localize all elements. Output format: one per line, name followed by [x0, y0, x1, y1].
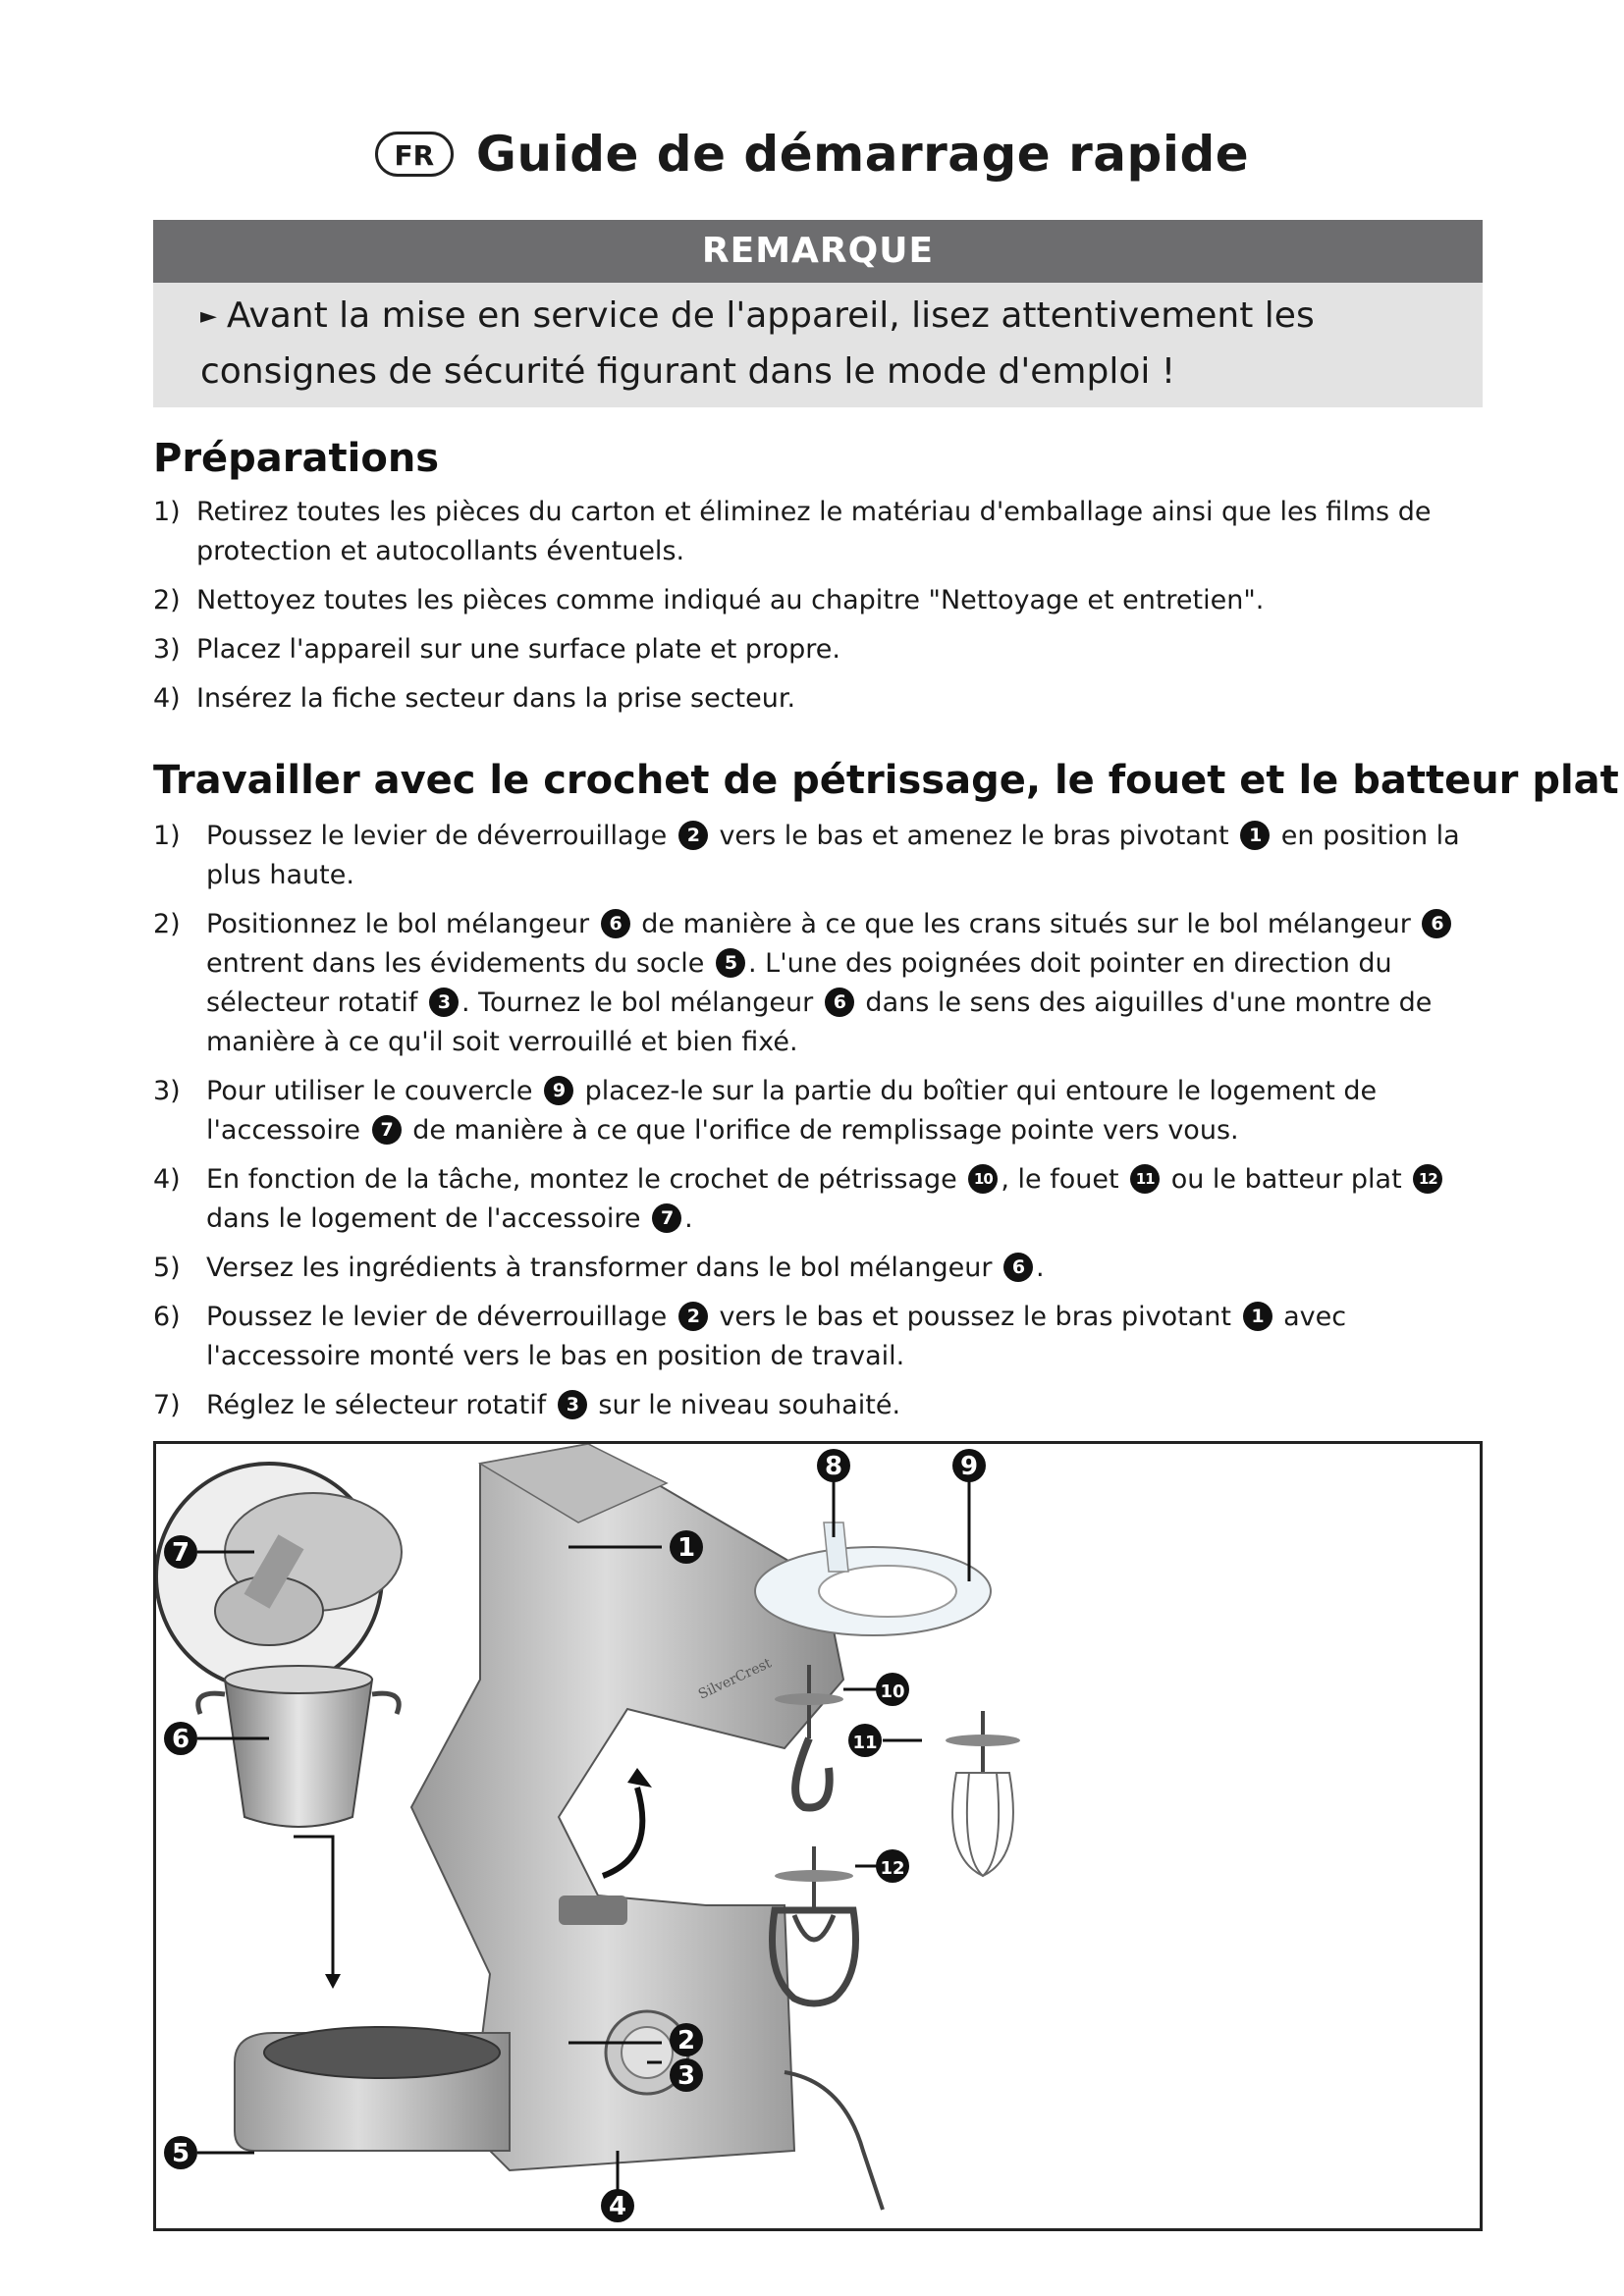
part-reference-badge: 3: [558, 1390, 587, 1419]
callout-2: [670, 2023, 703, 2056]
item-number: 2): [153, 585, 181, 615]
balloon-whisk: [946, 1711, 1020, 1876]
working-heading: Travailler avec le crochet de pétrissage, le fouet et le batteur plat: [153, 758, 1619, 803]
step-text: de manière à ce que l'orifice de remplissage pointe vers vous.: [404, 1115, 1239, 1146]
step-item: [153, 1298, 1483, 1376]
list-item: [153, 493, 1483, 571]
part-reference-badge: 11: [1130, 1164, 1160, 1194]
part-reference-badge: 10: [968, 1164, 998, 1194]
step-item: [153, 1160, 1483, 1239]
part-reference-badge: 7: [372, 1115, 402, 1145]
callout-4: [601, 2189, 634, 2222]
part-reference-badge: 6: [601, 909, 630, 938]
callout-3: [670, 2058, 703, 2092]
item-number: 1): [153, 497, 181, 527]
notice-heading: REMARQUE: [153, 220, 1483, 283]
working-steps-list: [153, 817, 1483, 1435]
callout-12: [876, 1849, 909, 1883]
svg-text:12: 12: [880, 1858, 905, 1879]
appliance-illustration: [156, 1444, 1480, 2228]
step-text: , le fouet: [1001, 1164, 1128, 1195]
callout-6: [164, 1722, 197, 1755]
step-text: placez-le sur la partie du boîtier qui entoure le logement de l'accessoire: [206, 1076, 1378, 1146]
list-item: [153, 630, 1483, 669]
item-number: 4): [153, 683, 181, 714]
language-badge: FR: [375, 132, 454, 177]
part-reference-badge: 5: [716, 948, 745, 978]
svg-text:3: 3: [677, 2061, 696, 2091]
list-item: [153, 581, 1483, 620]
part-reference-badge: 6: [1422, 909, 1451, 938]
part-reference-badge: 6: [825, 988, 854, 1017]
step-text: Versez les ingrédients à transformer dans le bol mélangeur: [206, 1253, 1001, 1283]
callout-9: [952, 1449, 986, 1482]
svg-text:8: 8: [824, 1452, 843, 1481]
step-number: 7): [153, 1390, 181, 1420]
preparations-list: [153, 493, 1483, 728]
svg-text:6: 6: [171, 1725, 190, 1754]
notice-body: [153, 283, 1483, 407]
item-number: 3): [153, 634, 181, 665]
svg-text:5: 5: [171, 2139, 190, 2168]
page-title: Guide de démarrage rapide: [475, 126, 1250, 183]
step-number: 2): [153, 909, 181, 939]
triangle-bullet-icon: ►: [200, 304, 217, 329]
callout-1: [670, 1530, 703, 1564]
splash-guard-lid: [755, 1522, 991, 1635]
callout-10: [876, 1673, 909, 1706]
part-reference-badge: 6: [1003, 1253, 1033, 1282]
part-reference-badge: 12: [1413, 1164, 1442, 1194]
notice-box: [153, 220, 1483, 407]
mixing-bowl: [198, 1666, 399, 1989]
power-cord: [785, 2072, 883, 2210]
item-text: Placez l'appareil sur une surface plate et propre.: [196, 634, 840, 665]
svg-text:1: 1: [677, 1533, 696, 1563]
unlock-lever: [559, 1896, 627, 1925]
step-text: entrent dans les évidements du socle: [206, 948, 713, 979]
item-text: Nettoyez toutes les pièces comme indiqué au chapitre "Nettoyage et entretien".: [196, 585, 1265, 615]
part-reference-badge: 1: [1240, 821, 1270, 850]
step-text: ou le batteur plat: [1163, 1164, 1411, 1195]
svg-text:9: 9: [959, 1452, 979, 1481]
callout-8: [817, 1449, 850, 1482]
item-text: Retirez toutes les pièces du carton et éliminez le matériau d'emballage ainsi que les films de protection et autocollants éventuels.: [196, 497, 1432, 566]
step-text: Poussez le levier de déverrouillage: [206, 821, 676, 851]
step-text: dans le logement de l'accessoire: [206, 1203, 650, 1234]
step-text: Pour utiliser le couvercle: [206, 1076, 542, 1106]
step-text: vers le bas et amenez le bras pivotant: [710, 821, 1238, 851]
step-text: .: [684, 1203, 693, 1234]
step-number: 6): [153, 1302, 181, 1332]
step-text: Réglez le sélecteur rotatif: [206, 1390, 555, 1420]
step-text: En fonction de la tâche, montez le crochet de pétrissage: [206, 1164, 966, 1195]
appliance-figure: [153, 1441, 1483, 2231]
step-text: .: [1036, 1253, 1045, 1283]
step-item: [153, 905, 1483, 1062]
item-text: Insérez la fiche secteur dans la prise secteur.: [196, 683, 796, 714]
step-number: 3): [153, 1076, 181, 1106]
step-number: 4): [153, 1164, 181, 1195]
step-item: [153, 1386, 1483, 1425]
svg-text:7: 7: [171, 1538, 190, 1568]
part-reference-badge: 7: [652, 1203, 681, 1233]
step-item: [153, 1249, 1483, 1288]
attachment-detail-inset: [156, 1464, 402, 1689]
part-reference-badge: 1: [1243, 1302, 1272, 1331]
preparations-heading: Préparations: [153, 436, 440, 481]
step-text: Poussez le levier de déverrouillage: [206, 1302, 676, 1332]
page-header: [0, 126, 1624, 183]
step-text: sur le niveau souhaité.: [589, 1390, 901, 1420]
step-text: Positionnez le bol mélangeur: [206, 909, 598, 939]
list-item: [153, 679, 1483, 719]
step-text: en position la plus haute.: [206, 821, 1460, 890]
step-text: avec l'accessoire monté vers le bas en position de travail.: [206, 1302, 1347, 1371]
callout-11: [848, 1724, 882, 1757]
step-text: dans le sens des aiguilles d'une montre de manière à ce qu'il soit verrouillé et bien fixé.: [206, 988, 1433, 1057]
step-item: [153, 1072, 1483, 1150]
step-text: . Tournez le bol mélangeur: [460, 988, 822, 1018]
callout-5: [164, 2136, 197, 2169]
notice-text: Avant la mise en service de l'appareil, lisez attentivement les consignes de sécurité figurant dans le mode d'emploi !: [200, 295, 1315, 392]
step-text: vers le bas et poussez le bras pivotant: [710, 1302, 1240, 1332]
step-number: 1): [153, 821, 181, 851]
part-reference-badge: 2: [678, 1302, 708, 1331]
step-text: . L'une des poignées doit pointer en direction du sélecteur rotatif: [206, 948, 1392, 1018]
callout-7: [164, 1535, 197, 1569]
part-reference-badge: 9: [544, 1076, 573, 1105]
brand-logo: SilverCrest: [695, 1655, 775, 1703]
step-item: [153, 817, 1483, 895]
part-reference-badge: 3: [429, 988, 459, 1017]
step-text: de manière à ce que les crans situés sur le bol mélangeur: [632, 909, 1420, 939]
part-reference-badge: 2: [678, 821, 708, 850]
svg-text:11: 11: [852, 1733, 878, 1753]
svg-text:4: 4: [608, 2192, 627, 2221]
svg-text:2: 2: [677, 2026, 696, 2056]
step-number: 5): [153, 1253, 181, 1283]
svg-text:10: 10: [880, 1682, 905, 1702]
